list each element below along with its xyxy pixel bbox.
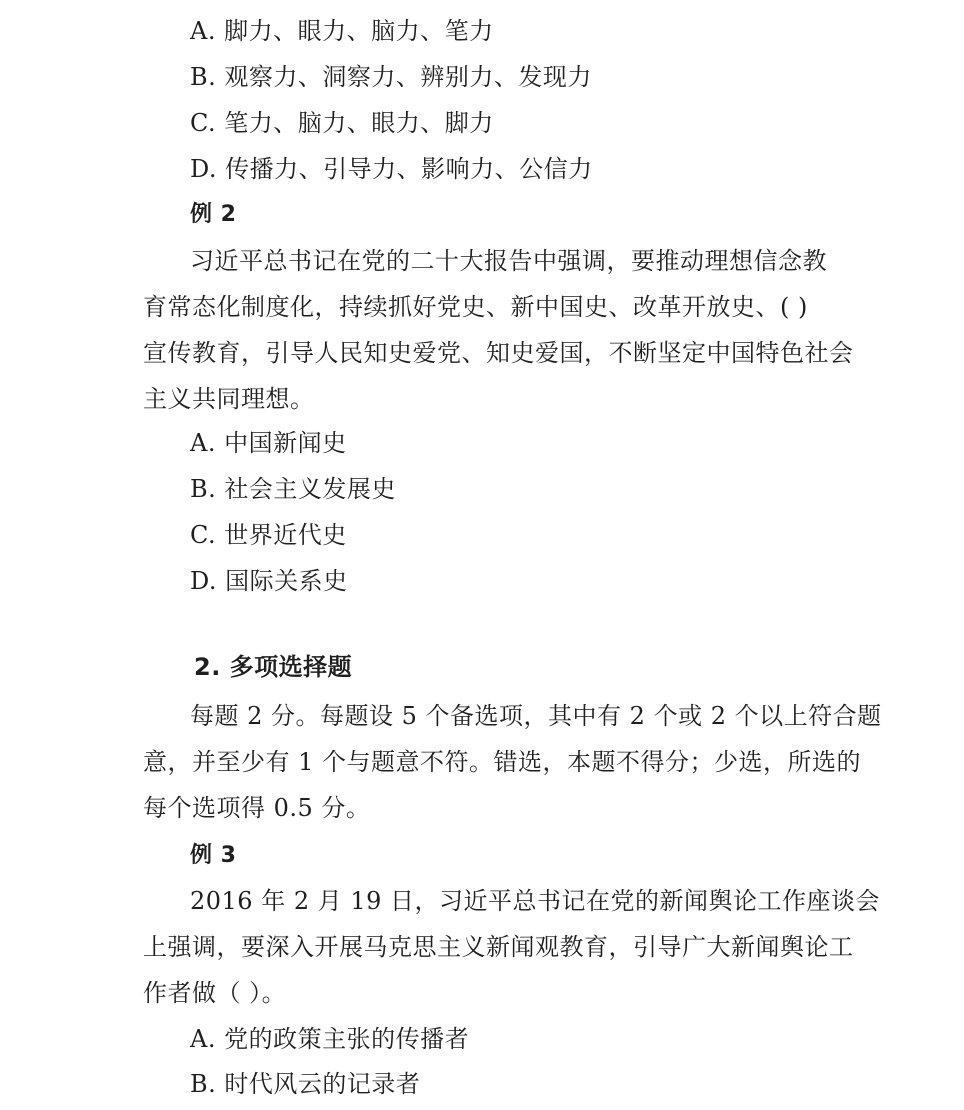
example1-option-a: A. 脚力、眼力、脑力、笔力 bbox=[190, 17, 494, 45]
example2-question-line-4: 主义共同理想。 bbox=[143, 385, 315, 413]
example1-option-b: B. 观察力、洞察力、辨别力、发现力 bbox=[190, 63, 592, 91]
example3-label: 例 3 bbox=[190, 843, 237, 868]
example2-option-d: D. 国际关系史 bbox=[190, 567, 348, 595]
section-description-line-1: 每题 2 分。每题设 5 个备选项，其中有 2 个或 2 个以上符合题 bbox=[190, 702, 882, 730]
example2-option-a: A. 中国新闻史 bbox=[190, 429, 347, 457]
example3-option-a: A. 党的政策主张的传播者 bbox=[190, 1025, 470, 1053]
example3-question-line-2: 上强调，要深入开展马克思主义新闻观教育，引导广大新闻舆论工 bbox=[143, 933, 854, 961]
example2-question-line-2: 育常态化制度化，持续抓好党史、新中国史、改革开放史、( ) bbox=[143, 293, 808, 321]
example2-option-b: B. 社会主义发展史 bbox=[190, 475, 396, 503]
example2-label: 例 2 bbox=[190, 202, 237, 227]
example2-option-c: C. 世界近代史 bbox=[190, 521, 347, 549]
example2-question-line-1: 习近平总书记在党的二十大报告中强调，要推动理想信念教 bbox=[190, 247, 827, 275]
example3-question-line-1: 2016 年 2 月 19 日，习近平总书记在党的新闻舆论工作座谈会 bbox=[190, 887, 881, 915]
section-description-line-3: 每个选项得 0.5 分。 bbox=[143, 794, 371, 822]
example3-question-line-3: 作者做（ ）。 bbox=[143, 979, 287, 1007]
example1-option-c: C. 笔力、脑力、眼力、脚力 bbox=[190, 109, 494, 137]
section-description-line-2: 意，并至少有 1 个与题意不符。错选，本题不得分；少选，所选的 bbox=[143, 748, 862, 776]
example2-question-line-3: 宣传教育，引导人民知史爱党、知史爱国，不断坚定中国特色社会 bbox=[143, 339, 854, 367]
example3-option-b: B. 时代风云的记录者 bbox=[190, 1070, 421, 1098]
section-title: 2. 多项选择题 bbox=[194, 653, 353, 681]
example1-option-d: D. 传播力、引导力、影响力、公信力 bbox=[190, 155, 593, 183]
